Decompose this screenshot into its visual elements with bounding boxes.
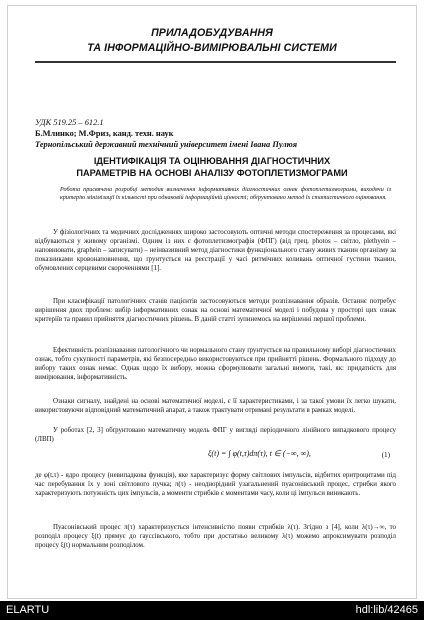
- affiliation: Тернопільський державний технічний університет імені Івана Пулюя: [35, 140, 298, 149]
- udc-code: УДК 519.25 – 612.1: [35, 118, 104, 127]
- repository-name: ELARTU: [6, 604, 50, 616]
- equation-1: ξ(t) = ∫ φ(t,τ)dπ(τ), t ∈ (−∞, ∞),: [208, 449, 311, 458]
- paper-title-line2: ПАРАМЕТРІВ НА ОСНОВІ АНАЛІЗУ ФОТОПЛЕТИЗМОГРАМИ: [76, 168, 348, 178]
- paragraph-7: Пуасонівський процес π(τ) характеризується інтенсивністю появи стрибків λ(τ). Згідно з [4], коли λ(τ)→∞, то розподіл процесу ξ(t) прямує до гауссівського, тобто при достатньо великому λ(τ) можемо апроксимувати розподіл процесу ξ(t) нормальним розподілом.: [35, 524, 396, 550]
- paragraph-3: Ефективність розпізнавання патологічного чи нормального стану ґрунтується на правильному виборі діагностичних ознак, тобто сукупності параметрів, які безпосередньо використовуються при прийнятті рішень. Формального підходу до вибору таких ознак немає. Однак щодо їх вибору, можна сформулювати загальні вимоги, такі, як: придатність для вимірювання, інформативність.: [35, 347, 396, 382]
- paragraph-2: При класифікації патологічних станів пацієнтів застосовуються методи розпізнавання образів. Останнє потребує вирішення двох проблем: вибір інформативних ознак на основі математичної моделі і побудова у просторі цих ознак критеріїв та правил прийняття діагностичних рішень. В даній статті зупинемось на вирішенні першої проблеми.: [35, 298, 396, 324]
- paragraph-1: У фізіологічних та медичних дослідженнях широко застосовують оптичні методи спостереження за процесами, які відбуваються у живому організмі. Одним із них є фотоплетизмографія (ФПГ) (від грец. photos – світло, plethyein – наповнювати, graphein – записувати) – неінвазивний метод діагностики функціонального стану живих тканин організму за показниками кровонаповнення, що ґрунтується на реєстрації у часі ритмічних коливань оптичної густини тканин, обумовлених серцевими скороченнями [1].: [35, 229, 396, 273]
- equation-number: (1): [381, 451, 390, 459]
- paragraph-5: У роботах [2, 3] обґрунтовано математичну модель ФПГ у вигляді періодичного лінійного випадкового процесу (ЛВП): [35, 427, 396, 444]
- authors: Б.Млинко; М.Фриз, канд. техн. наук: [35, 129, 174, 138]
- paper-page: [7, 5, 417, 599]
- paragraph-6: де φ(t,τ) - ядро процесу (невипадкова функція), яке характеризує форму світлових імпульсів, відбитих еритроцитами під час перебування їх у зоні світлового пучка; π(τ) - неоднорідний узагальнений пуасонівський процес, стрибки якого характеризують потужність цих імпульсів, а моменти стрибків є моментами часу, коли ці імпульси виникають.: [35, 472, 396, 498]
- repository-footer: [0, 601, 424, 620]
- journal-section-subtitle: ТА ІНФОРМАЦІЙНО-ВИМІРЮВАЛЬНІ СИСТЕМИ: [87, 42, 337, 54]
- paper-title-line1: ІДЕНТИФІКАЦІЯ ТА ОЦІНЮВАННЯ ДІАГНОСТИЧНИХ: [93, 156, 331, 166]
- paragraph-4: Ознаки сигналу, знайдені на основі математичної моделі, є її характеристиками, і за такої умови їх легко шукати, використовуючи відповідний математичний апарат, а також трактувати отримані результати в рамках моделі.: [35, 398, 396, 415]
- journal-section-title: ПРИЛАДОБУДУВАННЯ: [151, 27, 273, 39]
- handle-id: hdl:lib/42465: [355, 604, 418, 616]
- abstract: Робота присвячена розробці методик визначення інформативних діагностичних ознак фотоплетизмограми, виходячи із критерію мінімізації їх кількості при однаковій інформаційній цінності; обґрунтовано метод їх статистичного оцінювання.: [60, 187, 391, 202]
- header-rule: [35, 61, 396, 63]
